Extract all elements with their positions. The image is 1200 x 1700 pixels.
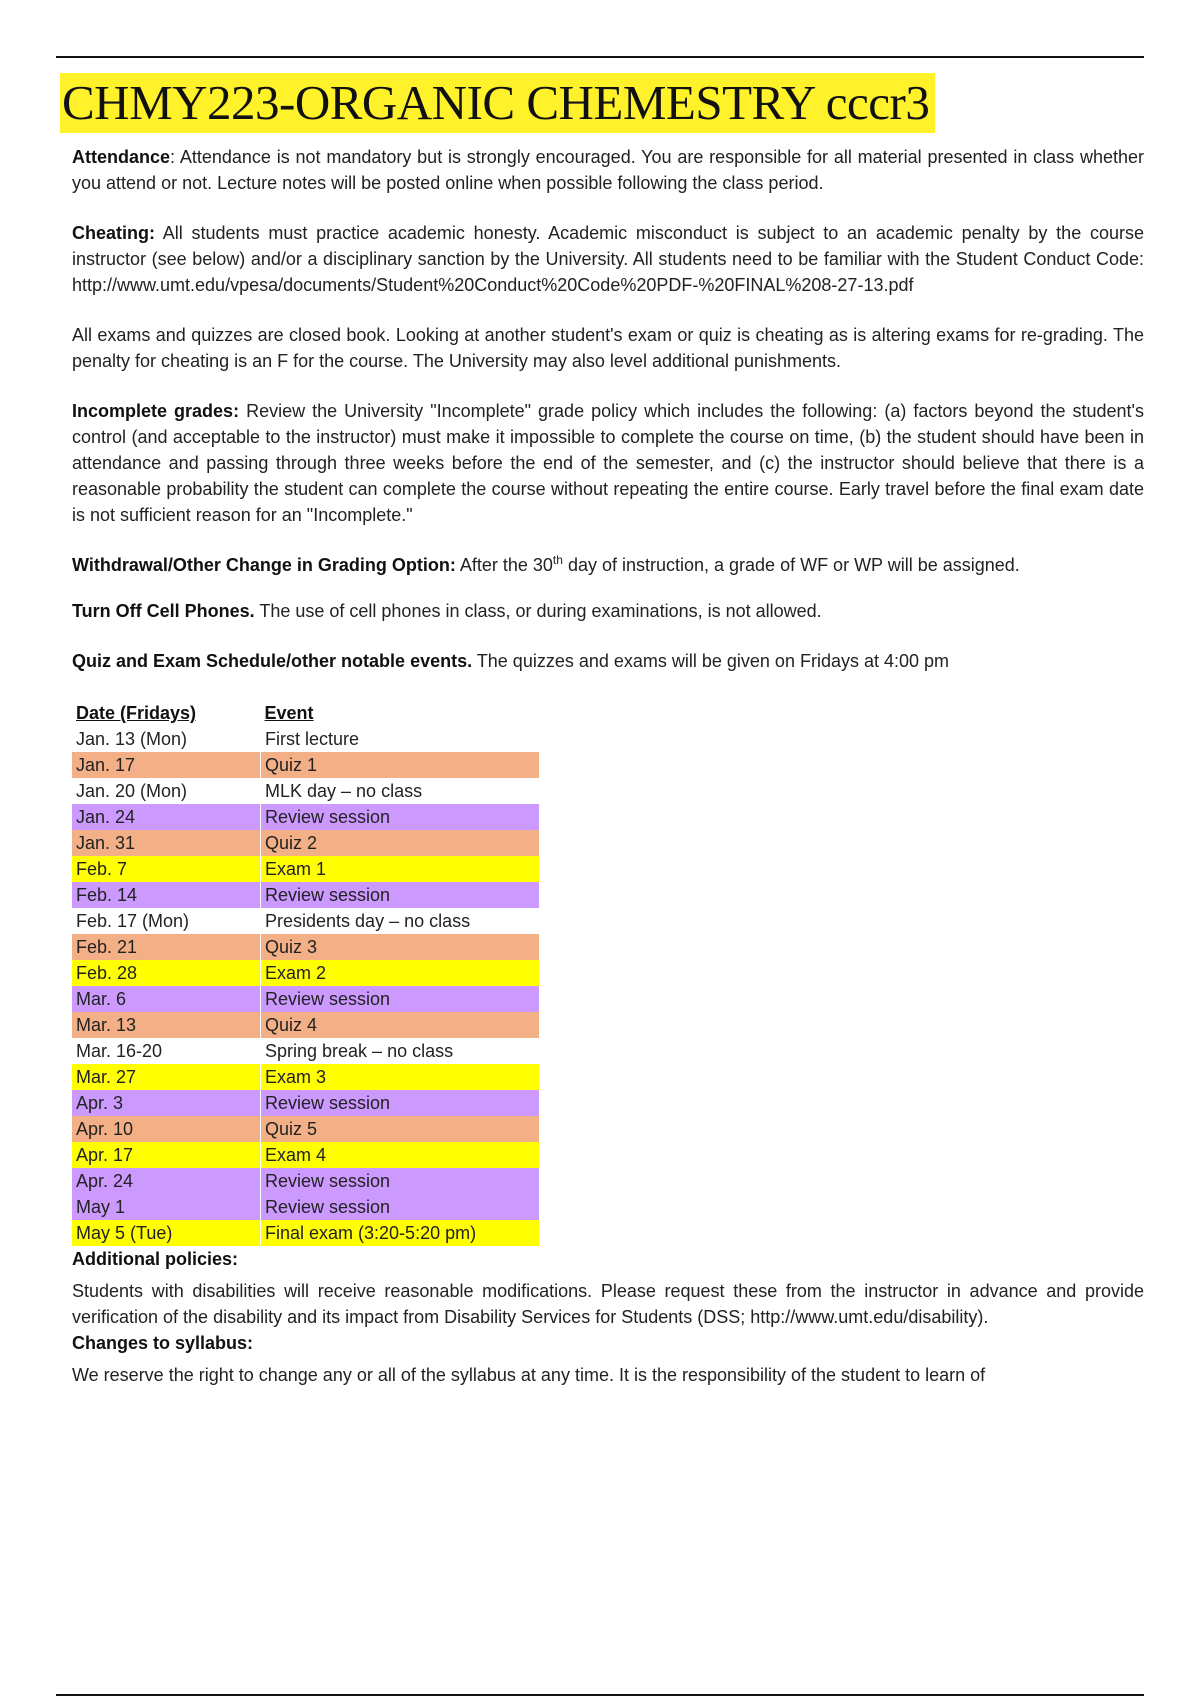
changes-text: We reserve the right to change any or all of the syllabus at any time. It is the responsibility of the student to learn of xyxy=(72,1365,986,1385)
schedule-date-cell: Apr. 17 xyxy=(72,1142,261,1168)
additional-policies-text: Students with disabilities will receive reasonable modifications. Please request these from the instructor in advance and provide verification of the disability and its impact from Disability Services for Students (DSS; http://www.umt.edu/disability). xyxy=(72,1281,1144,1327)
schedule-body xyxy=(72,726,539,1246)
schedule-date-cell: Jan. 24 xyxy=(72,804,261,830)
quiz-schedule-label: Quiz and Exam Schedule/other notable events. xyxy=(72,651,473,671)
schedule-row xyxy=(72,752,539,778)
schedule-event-cell: MLK day – no class xyxy=(261,778,540,804)
withdrawal-label: Withdrawal/Other Change in Grading Option: xyxy=(72,555,456,575)
schedule-row xyxy=(72,882,539,908)
schedule-header-row xyxy=(72,700,539,726)
withdrawal-paragraph xyxy=(72,552,1144,578)
schedule-date-cell: May 1 xyxy=(72,1194,261,1220)
withdrawal-text-after: day of instruction, a grade of WF or WP will be assigned. xyxy=(562,555,1020,575)
schedule-date-cell: Mar. 27 xyxy=(72,1064,261,1090)
schedule-event-cell: Review session xyxy=(261,804,540,830)
schedule-date-cell: Mar. 6 xyxy=(72,986,261,1012)
changes-heading: Changes to syllabus: xyxy=(72,1333,254,1353)
date-column-header: Date (Fridays) xyxy=(76,703,197,723)
schedule-event-cell: Quiz 2 xyxy=(261,830,540,856)
schedule-event-cell: Exam 4 xyxy=(261,1142,540,1168)
additional-policies-heading: Additional policies: xyxy=(72,1249,239,1269)
incomplete-label: Incomplete grades: xyxy=(72,401,240,421)
schedule-row xyxy=(72,934,539,960)
withdrawal-superscript: th xyxy=(552,553,563,567)
schedule-row xyxy=(72,1142,539,1168)
incomplete-text: Review the University "Incomplete" grade policy which includes the following: (a) factors beyond the student's control (and acceptable to the instructor) must make it impossible to complete the course on time, (b) the student should have been in attendance and passing through three weeks before the end of the semester, and (c) the instructor should believe that there is a reasonable probability the student can complete the course without repeating the entire course. Early travel before the final exam date is not sufficient reason for an "Incomplete." xyxy=(72,401,1144,525)
schedule-row xyxy=(72,856,539,882)
cell-phones-paragraph xyxy=(72,598,1144,624)
schedule-row xyxy=(72,1064,539,1090)
schedule-event-cell: Quiz 5 xyxy=(261,1116,540,1142)
schedule-row xyxy=(72,986,539,1012)
top-rule xyxy=(56,56,1144,58)
schedule-row xyxy=(72,908,539,934)
syllabus-content xyxy=(72,144,1144,1388)
schedule-event-cell: Spring break – no class xyxy=(261,1038,540,1064)
event-column-header: Event xyxy=(264,703,314,723)
schedule-event-cell: Quiz 1 xyxy=(261,752,540,778)
title-block xyxy=(60,73,935,133)
schedule-date-cell: Jan. 31 xyxy=(72,830,261,856)
schedule-event-cell: First lecture xyxy=(261,726,540,752)
schedule-event-cell: Final exam (3:20-5:20 pm) xyxy=(261,1220,540,1246)
quiz-schedule-paragraph xyxy=(72,648,1144,674)
schedule-row xyxy=(72,1038,539,1064)
schedule-date-cell: Apr. 24 xyxy=(72,1168,261,1194)
schedule-event-cell: Quiz 4 xyxy=(261,1012,540,1038)
schedule-row xyxy=(72,1168,539,1194)
schedule-event-cell: Quiz 3 xyxy=(261,934,540,960)
schedule-event-cell: Review session xyxy=(261,986,540,1012)
schedule-row xyxy=(72,1090,539,1116)
schedule-row xyxy=(72,1012,539,1038)
incomplete-paragraph xyxy=(72,398,1144,528)
cell-phones-label: Turn Off Cell Phones. xyxy=(72,601,255,621)
document-title: CHMY223-ORGANIC CHEMESTRY cccr3 xyxy=(60,73,935,133)
schedule-date-cell: Mar. 13 xyxy=(72,1012,261,1038)
schedule-row xyxy=(72,778,539,804)
schedule-table xyxy=(72,700,539,1246)
schedule-date-cell: Jan. 13 (Mon) xyxy=(72,726,261,752)
closed-book-paragraph: All exams and quizzes are closed book. Looking at another student's exam or quiz is cheating as is altering exams for re-grading. The penalty for cheating is an F for the course. The University may also level additional punishments. xyxy=(72,325,1144,371)
cell-phones-text: The use of cell phones in class, or during examinations, is not allowed. xyxy=(254,601,822,621)
schedule-row xyxy=(72,960,539,986)
bottom-rule xyxy=(56,1694,1144,1696)
schedule-event-cell: Exam 2 xyxy=(261,960,540,986)
schedule-date-cell: Mar. 16-20 xyxy=(72,1038,261,1064)
schedule-event-cell: Review session xyxy=(261,882,540,908)
attendance-paragraph xyxy=(72,144,1144,196)
schedule-date-cell: Jan. 20 (Mon) xyxy=(72,778,261,804)
quiz-schedule-text: The quizzes and exams will be given on Fridays at 4:00 pm xyxy=(472,651,950,671)
schedule-date-cell: Feb. 14 xyxy=(72,882,261,908)
schedule-row xyxy=(72,830,539,856)
withdrawal-text-before: After the 30 xyxy=(455,555,553,575)
attendance-text: : Attendance is not mandatory but is strongly encouraged. You are responsible for all material presented in class whether you attend or not. Lecture notes will be posted online when possible following the class period. xyxy=(72,147,1144,193)
schedule-row xyxy=(72,1220,539,1246)
schedule-date-cell: Feb. 21 xyxy=(72,934,261,960)
schedule-event-cell: Review session xyxy=(261,1194,540,1220)
cheating-paragraph xyxy=(72,220,1144,298)
schedule-event-cell: Exam 3 xyxy=(261,1064,540,1090)
schedule-date-cell: Feb. 17 (Mon) xyxy=(72,908,261,934)
attendance-label: Attendance xyxy=(72,147,171,167)
schedule-event-cell: Exam 1 xyxy=(261,856,540,882)
schedule-event-cell: Presidents day – no class xyxy=(261,908,540,934)
schedule-event-cell: Review session xyxy=(261,1168,540,1194)
schedule-date-cell: Apr. 10 xyxy=(72,1116,261,1142)
schedule-date-cell: Jan. 17 xyxy=(72,752,261,778)
schedule-row xyxy=(72,726,539,752)
schedule-row xyxy=(72,804,539,830)
cheating-label: Cheating: xyxy=(72,223,155,243)
schedule-date-cell: Apr. 3 xyxy=(72,1090,261,1116)
schedule-date-cell: May 5 (Tue) xyxy=(72,1220,261,1246)
cheating-text: All students must practice academic honesty. Academic misconduct is subject to an academic penalty by the course instructor (see below) and/or a disciplinary sanction by the University. All students need to be familiar with the Student Conduct Code: http://www.umt.edu/vpesa/documents/Student%20Conduct%20Code%20PDF-%20FINAL%208-27-13.pdf xyxy=(72,223,1144,295)
schedule-date-cell: Feb. 7 xyxy=(72,856,261,882)
schedule-row xyxy=(72,1116,539,1142)
schedule-row xyxy=(72,1194,539,1220)
schedule-event-cell: Review session xyxy=(261,1090,540,1116)
schedule-date-cell: Feb. 28 xyxy=(72,960,261,986)
